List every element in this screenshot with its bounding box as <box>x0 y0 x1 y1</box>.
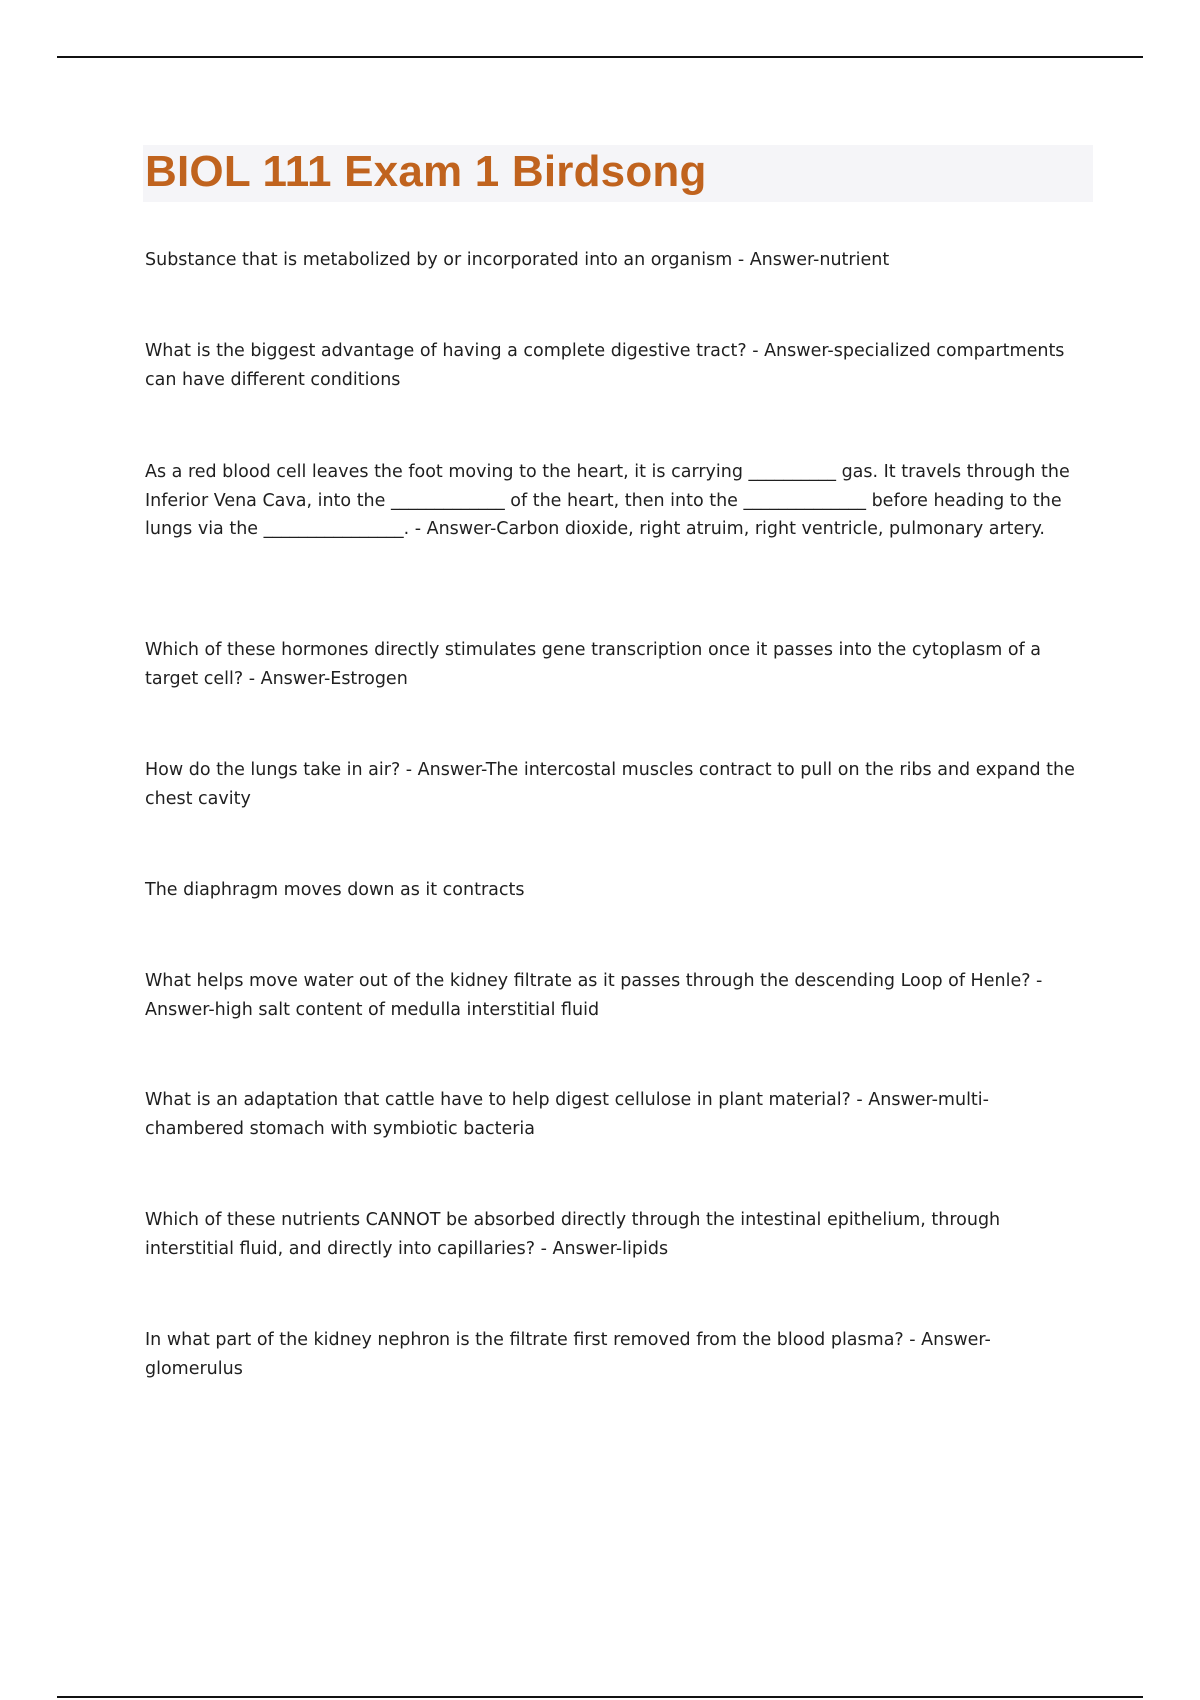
qa-entry-4: Which of these hormones directly stimulates gene transcription once it passes into the cytoplasm of a target cell? - Answer-Estrogen <box>145 640 1047 689</box>
qa-entry-10: In what part of the kidney nephron is the filtrate first removed from the blood plasma? - Answer-glomerulus <box>145 1330 991 1379</box>
qa-entry-2: What is the biggest advantage of having a complete digestive tract? - Answer-specialized compartments can have different conditions <box>145 341 1070 390</box>
qa-entry-5: How do the lungs take in air? - Answer-The intercostal muscles contract to pull on the ribs and expand the chest cavity <box>145 760 1081 809</box>
qa-entry-7: What helps move water out of the kidney filtrate as it passes through the descending Loop of Henle? - Answer-high salt content of medulla interstitial fluid <box>145 971 1048 1020</box>
qa-entry-8: What is an adaptation that cattle have to help digest cellulose in plant material? - Answer-multi-chambered stomach with symbiotic bacteria <box>145 1090 989 1139</box>
qa-entry-6: The diaphragm moves down as it contracts <box>145 880 525 900</box>
qa-entry-1: Substance that is metabolized by or incorporated into an organism - Answer-nutrient <box>145 250 890 270</box>
bottom-rule <box>57 1696 1143 1698</box>
top-rule <box>57 56 1143 58</box>
qa-entry-9: Which of these nutrients CANNOT be absorbed directly through the intestinal epithelium, through interstitial fluid, and directly into capillaries? - Answer-lipids <box>145 1210 1006 1259</box>
document-title: BIOL 111 Exam 1 Birdsong <box>145 147 707 196</box>
qa-entry-3: As a red blood cell leaves the foot moving to the heart, it is carrying __________ gas. It travels through the Inferior Vena Cava, into the _____________ of the heart, then into the ______________ before heading to the lungs via the ________________. - Answer-Carbon dioxide, right atruim, right ventricle, pulmonary artery. <box>145 462 1076 539</box>
